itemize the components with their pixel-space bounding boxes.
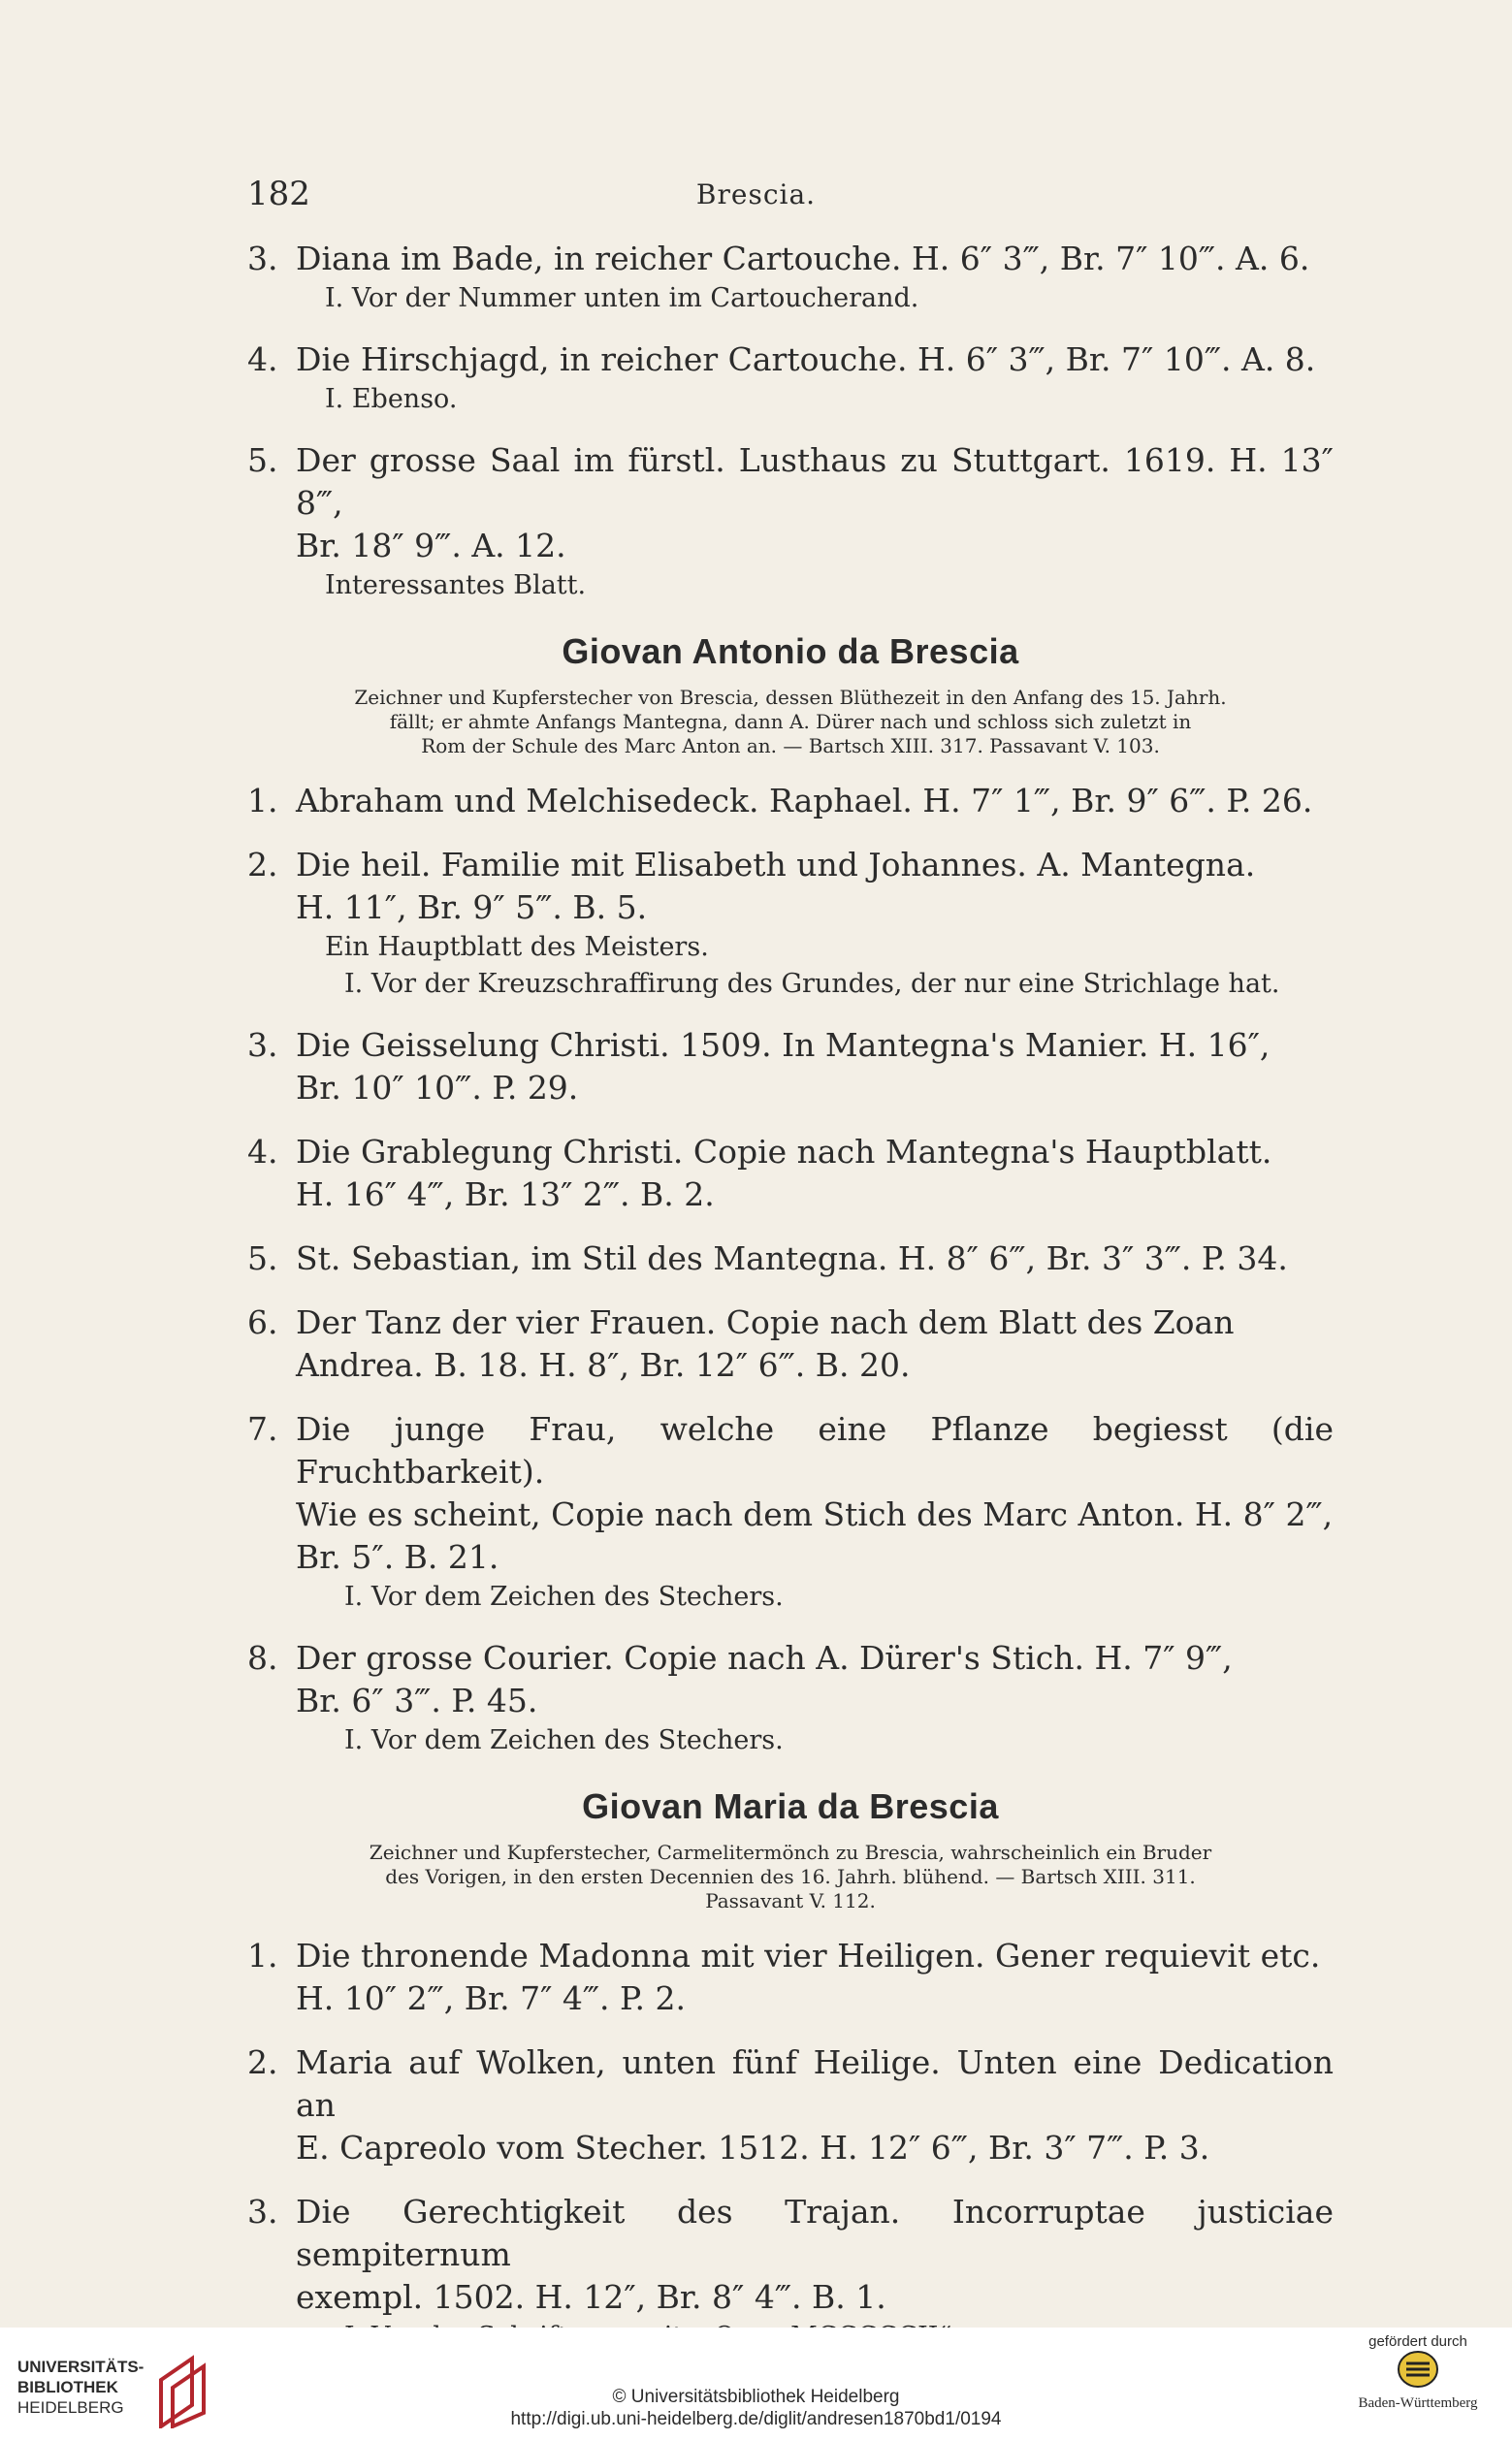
entry-line: Abraham und Melchisedeck. Raphael. H. 7″ 1‴, Br. 9″ 6‴. P. 26. <box>296 782 1313 819</box>
entry-line: Die heil. Familie mit Elisabeth und Johannes. A. Mantegna. <box>296 846 1256 883</box>
entry-line: H. 16″ 4‴, Br. 13″ 2‴. B. 2. <box>296 1175 715 1213</box>
section-title-giovan-maria: Giovan Maria da Brescia <box>582 1786 999 1826</box>
entry-number: 1. <box>247 782 278 819</box>
library-name-line2: BIBLIOTHEK <box>17 2378 118 2396</box>
entry-line: Br. 6″ 3‴. P. 45. <box>296 1682 538 1719</box>
entry-line: Die Grablegung Christi. Copie nach Mantegna's Hauptblatt. <box>296 1133 1272 1171</box>
desc-line: des Vorigen, in den ersten Decennien des 16. Jahrh. blühend. — Bartsch XIII. 311. <box>385 1865 1196 1888</box>
entry-number: 6. <box>247 1303 278 1341</box>
copyright-text: © Universitätsbibliothek Heidelberg <box>612 2387 900 2407</box>
entry-number: 2. <box>247 2043 278 2081</box>
entry-state-note: I. Vor der Kreuzschraffirung des Grundes, der nur eine Strichlage hat. <box>344 969 1280 999</box>
entry-number: 8. <box>247 1639 278 1677</box>
catalog-entry <box>247 1637 1334 1759</box>
entry-number: 5. <box>247 1239 278 1277</box>
entry-line: Br. 10″ 10‴. P. 29. <box>296 1069 579 1107</box>
entries-top <box>247 238 1334 604</box>
entries-giovan-antonio <box>247 780 1334 1759</box>
entry-line: Der grosse Courier. Copie nach A. Dürer's Stich. H. 7″ 9‴, <box>296 1639 1233 1677</box>
entry-number: 4. <box>247 340 278 378</box>
desc-line: Zeichner und Kupferstecher von Brescia, dessen Blüthezeit in den Anfang des 15. Jahrh. <box>354 686 1227 709</box>
catalog-entry <box>247 1024 1334 1109</box>
desc-line: fällt; er ahmte Anfangs Mantegna, dann A. Dürer nach und schloss sich zuletzt in <box>389 710 1192 733</box>
entry-number: 3. <box>247 1026 278 1064</box>
catalog-entry <box>247 439 1334 604</box>
catalog-entry <box>247 2041 1334 2169</box>
footer <box>0 2328 1512 2441</box>
desc-line: Rom der Schule des Marc Anton an. — Bartsch XIII. 317. Passavant V. 103. <box>421 734 1160 757</box>
entry-number: 2. <box>247 846 278 883</box>
entry-line: Die Gerechtigkeit des Trajan. Incorruptae justiciae sempiternum <box>296 2193 1334 2273</box>
entry-line: Die Geisselung Christi. 1509. In Mantegna's Manier. H. 16″, <box>296 1026 1271 1064</box>
copyright-block <box>0 2386 1512 2430</box>
entry-line: St. Sebastian, im Stil des Mantegna. H. 8″ 6‴, Br. 3″ 3‴. P. 34. <box>296 1239 1288 1277</box>
entry-note: Interessantes Blatt. <box>325 570 587 600</box>
entries-giovan-maria <box>247 1935 1334 2356</box>
catalog-entry <box>247 1131 1334 1216</box>
section-desc-giovan-maria <box>247 1841 1334 1913</box>
catalog-entry <box>247 1408 1334 1616</box>
catalog-entry <box>247 780 1334 822</box>
catalog-entry <box>247 1935 1334 2020</box>
coat-of-arms-icon <box>1397 2350 1439 2389</box>
desc-line: Zeichner und Kupferstecher, Carmelitermönch zu Brescia, wahrscheinlich ein Bruder <box>369 1841 1212 1864</box>
entry-note: Ein Hauptblatt des Meisters. <box>325 932 709 962</box>
entry-line: Die Hirschjagd, in reicher Cartouche. H. 6″ 3‴, Br. 7″ 10‴. A. 8. <box>296 340 1316 378</box>
sponsor-block[interactable] <box>1345 2333 1491 2412</box>
entry-line: H. 11″, Br. 9″ 5‴. B. 5. <box>296 888 648 926</box>
entry-line: Der grosse Saal im fürstl. Lusthaus zu Stuttgart. 1619. H. 13″ 8‴, <box>296 441 1334 522</box>
entry-line: Br. 18″ 9‴. A. 12. <box>296 527 566 564</box>
entry-state-note: I. Vor dem Zeichen des Stechers. <box>344 1725 784 1755</box>
entry-note: I. Ebenso. <box>325 384 458 414</box>
entry-number: 3. <box>247 240 278 277</box>
entry-line: exempl. 1502. H. 12″, Br. 8″ 4‴. B. 1. <box>296 2278 886 2316</box>
entry-line: Wie es scheint, Copie nach dem Stich des Marc Anton. H. 8″ 2‴, <box>296 1495 1334 1533</box>
desc-line: Passavant V. 112. <box>705 1889 876 1912</box>
entry-line: Maria auf Wolken, unten fünf Heilige. Unten eine Dedication an <box>296 2043 1334 2124</box>
entry-note: I. Vor der Nummer unten im Cartoucherand. <box>325 283 919 313</box>
entry-line: Br. 5″. B. 21. <box>296 1538 499 1576</box>
catalog-entry <box>247 1237 1334 1280</box>
entry-line: Die junge Frau, welche eine Pflanze begiesst (die Fruchtbarkeit). <box>296 1410 1334 1491</box>
catalog-entry <box>247 338 1334 418</box>
entry-number: 1. <box>247 1937 278 1975</box>
sponsor-name: Baden-Württemberg <box>1358 2395 1478 2411</box>
entry-state-note: I. Vor dem Zeichen des Stechers. <box>344 1582 784 1612</box>
entry-line: Die thronende Madonna mit vier Heiligen. Gener requievit etc. <box>296 1937 1321 1975</box>
page-content <box>247 238 1334 2377</box>
entry-number: 3. <box>247 2193 278 2231</box>
entry-line: Andrea. B. 18. H. 8″, Br. 12″ 6‴. B. 20. <box>296 1346 911 1384</box>
entry-number: 4. <box>247 1133 278 1171</box>
library-name-line3: HEIDELBERG <box>17 2398 124 2417</box>
page-number: 182 <box>247 175 310 213</box>
entry-number: 7. <box>247 1410 278 1448</box>
entry-line: Diana im Bade, in reicher Cartouche. H. 6″ 3‴, Br. 7″ 10‴. A. 6. <box>296 240 1310 277</box>
catalog-entry <box>247 844 1334 1003</box>
section-desc-giovan-antonio <box>247 686 1334 758</box>
page-url-link[interactable]: http://digi.ub.uni-heidelberg.de/diglit/andresen1870bd1/0194 <box>510 2409 1002 2429</box>
entry-line: H. 10″ 2‴, Br. 7″ 4‴. P. 2. <box>296 1979 687 2017</box>
catalog-entry <box>247 1301 1334 1387</box>
library-name-line1: UNIVERSITÄTS- <box>17 2358 145 2376</box>
sponsor-label: gefördert durch <box>1368 2333 1467 2350</box>
entry-line: Der Tanz der vier Frauen. Copie nach dem Blatt des Zoan <box>296 1303 1235 1341</box>
entry-number: 5. <box>247 441 278 479</box>
entry-line: E. Capreolo vom Stecher. 1512. H. 12″ 6‴, Br. 3″ 7‴. P. 3. <box>296 2129 1210 2167</box>
section-title-giovan-antonio: Giovan Antonio da Brescia <box>562 631 1019 671</box>
running-head: Brescia. <box>695 178 817 210</box>
catalog-entry <box>247 238 1334 317</box>
